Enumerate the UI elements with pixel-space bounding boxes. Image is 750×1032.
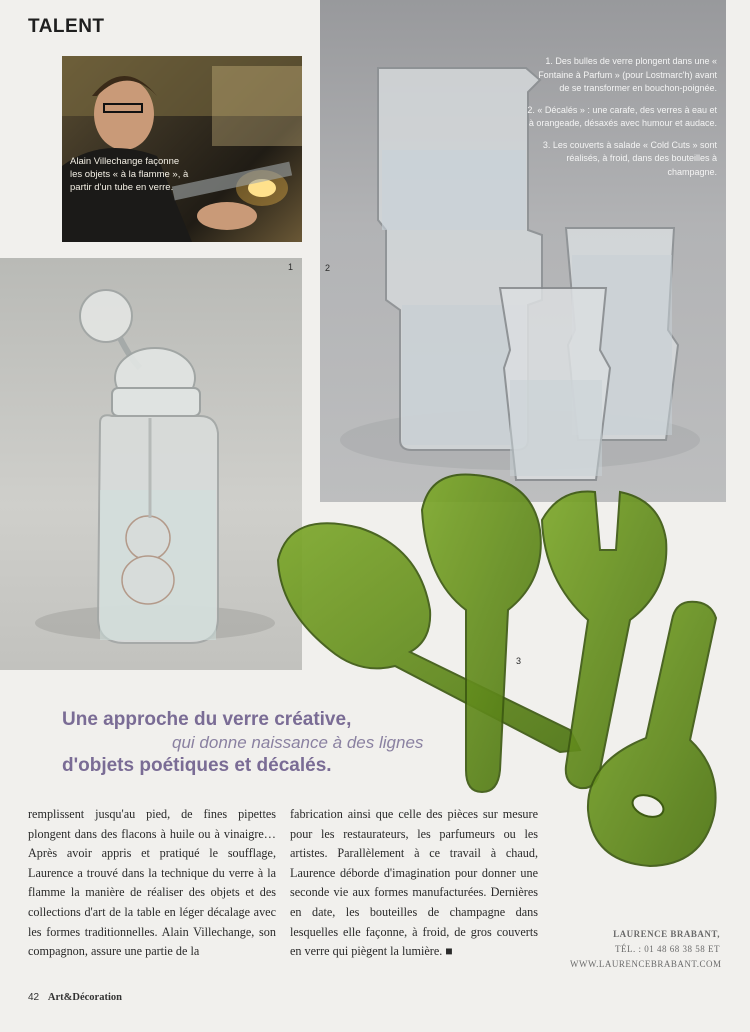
caption-2: 2. « Décalés » : une carafe, des verres à eau et à orangeade, désaxés avec humour et audace. <box>527 104 717 128</box>
headline-line-3: d'objets poétiques et décalés. <box>62 755 332 776</box>
headline <box>62 708 522 777</box>
credit-phone: TÉL. : 01 48 68 38 58 ET <box>615 944 720 954</box>
portrait-caption: Alain Villechange façonne les objets « à la flamme », à partir d'un tube en verre. <box>70 156 189 193</box>
magazine-name: Art&Décoration <box>47 992 122 1003</box>
caption-1: 1. Des bulles de verre plongent dans une « Fontaine à Parfum » (pour Lostmarc'h) avant de se transformer en bouchon-poignée. <box>538 56 717 93</box>
body-column-1: remplissent jusqu'au pied, de fines pipettes plongent dans des flacons à huile ou à vinaigre… Après avoir appris et pratiqué le soufflage, Laurence a trouvé dans la technique du verre à la flamme la manière de réaliser des objets et des collections d'art de la table en léger décalage avec les formes traditionnelles. Alain Villechange, son compagnon, assure une partie de la <box>28 807 276 959</box>
headline-line-2: qui donne naissance à des lignes <box>172 733 424 752</box>
page-number: 42 <box>28 992 40 1003</box>
glassware-captions <box>527 55 717 187</box>
credit-website[interactable]: WWW.LAURENCEBRABANT.COM <box>570 959 722 969</box>
perfume-fountain-photo <box>0 258 302 670</box>
photo-number-3: 3 <box>516 656 522 666</box>
page-footer <box>28 992 122 1003</box>
body-column-2: fabrication ainsi que celle des pièces sur mesure pour les restaurateurs, les parfumeurs ou les artistes. Parallèlement à ce travail à chaud, Laurence déborde d'imagination pour donner une seconde vie aux formes manufacturées. Dernières en date, les bouteilles de champagne dans lesquelles elle façonne, à froid, de gros couverts en verre qui piègent la lumière. ■ <box>290 807 538 959</box>
photo-number-1: 1 <box>288 262 294 272</box>
credit-name: LAURENCE BRABANT, <box>613 929 720 939</box>
artisan-photo <box>62 56 302 242</box>
headline-line-1: Une approche du verre créative, <box>62 709 352 730</box>
caption-3: 3. Les couverts à salade « Cold Cuts » sont réalisés, à froid, dans des bouteilles à champagne. <box>542 139 717 177</box>
photo-number-2: 2 <box>325 263 331 273</box>
section-tag: TALENT <box>28 16 105 37</box>
contact-credit <box>570 927 720 972</box>
